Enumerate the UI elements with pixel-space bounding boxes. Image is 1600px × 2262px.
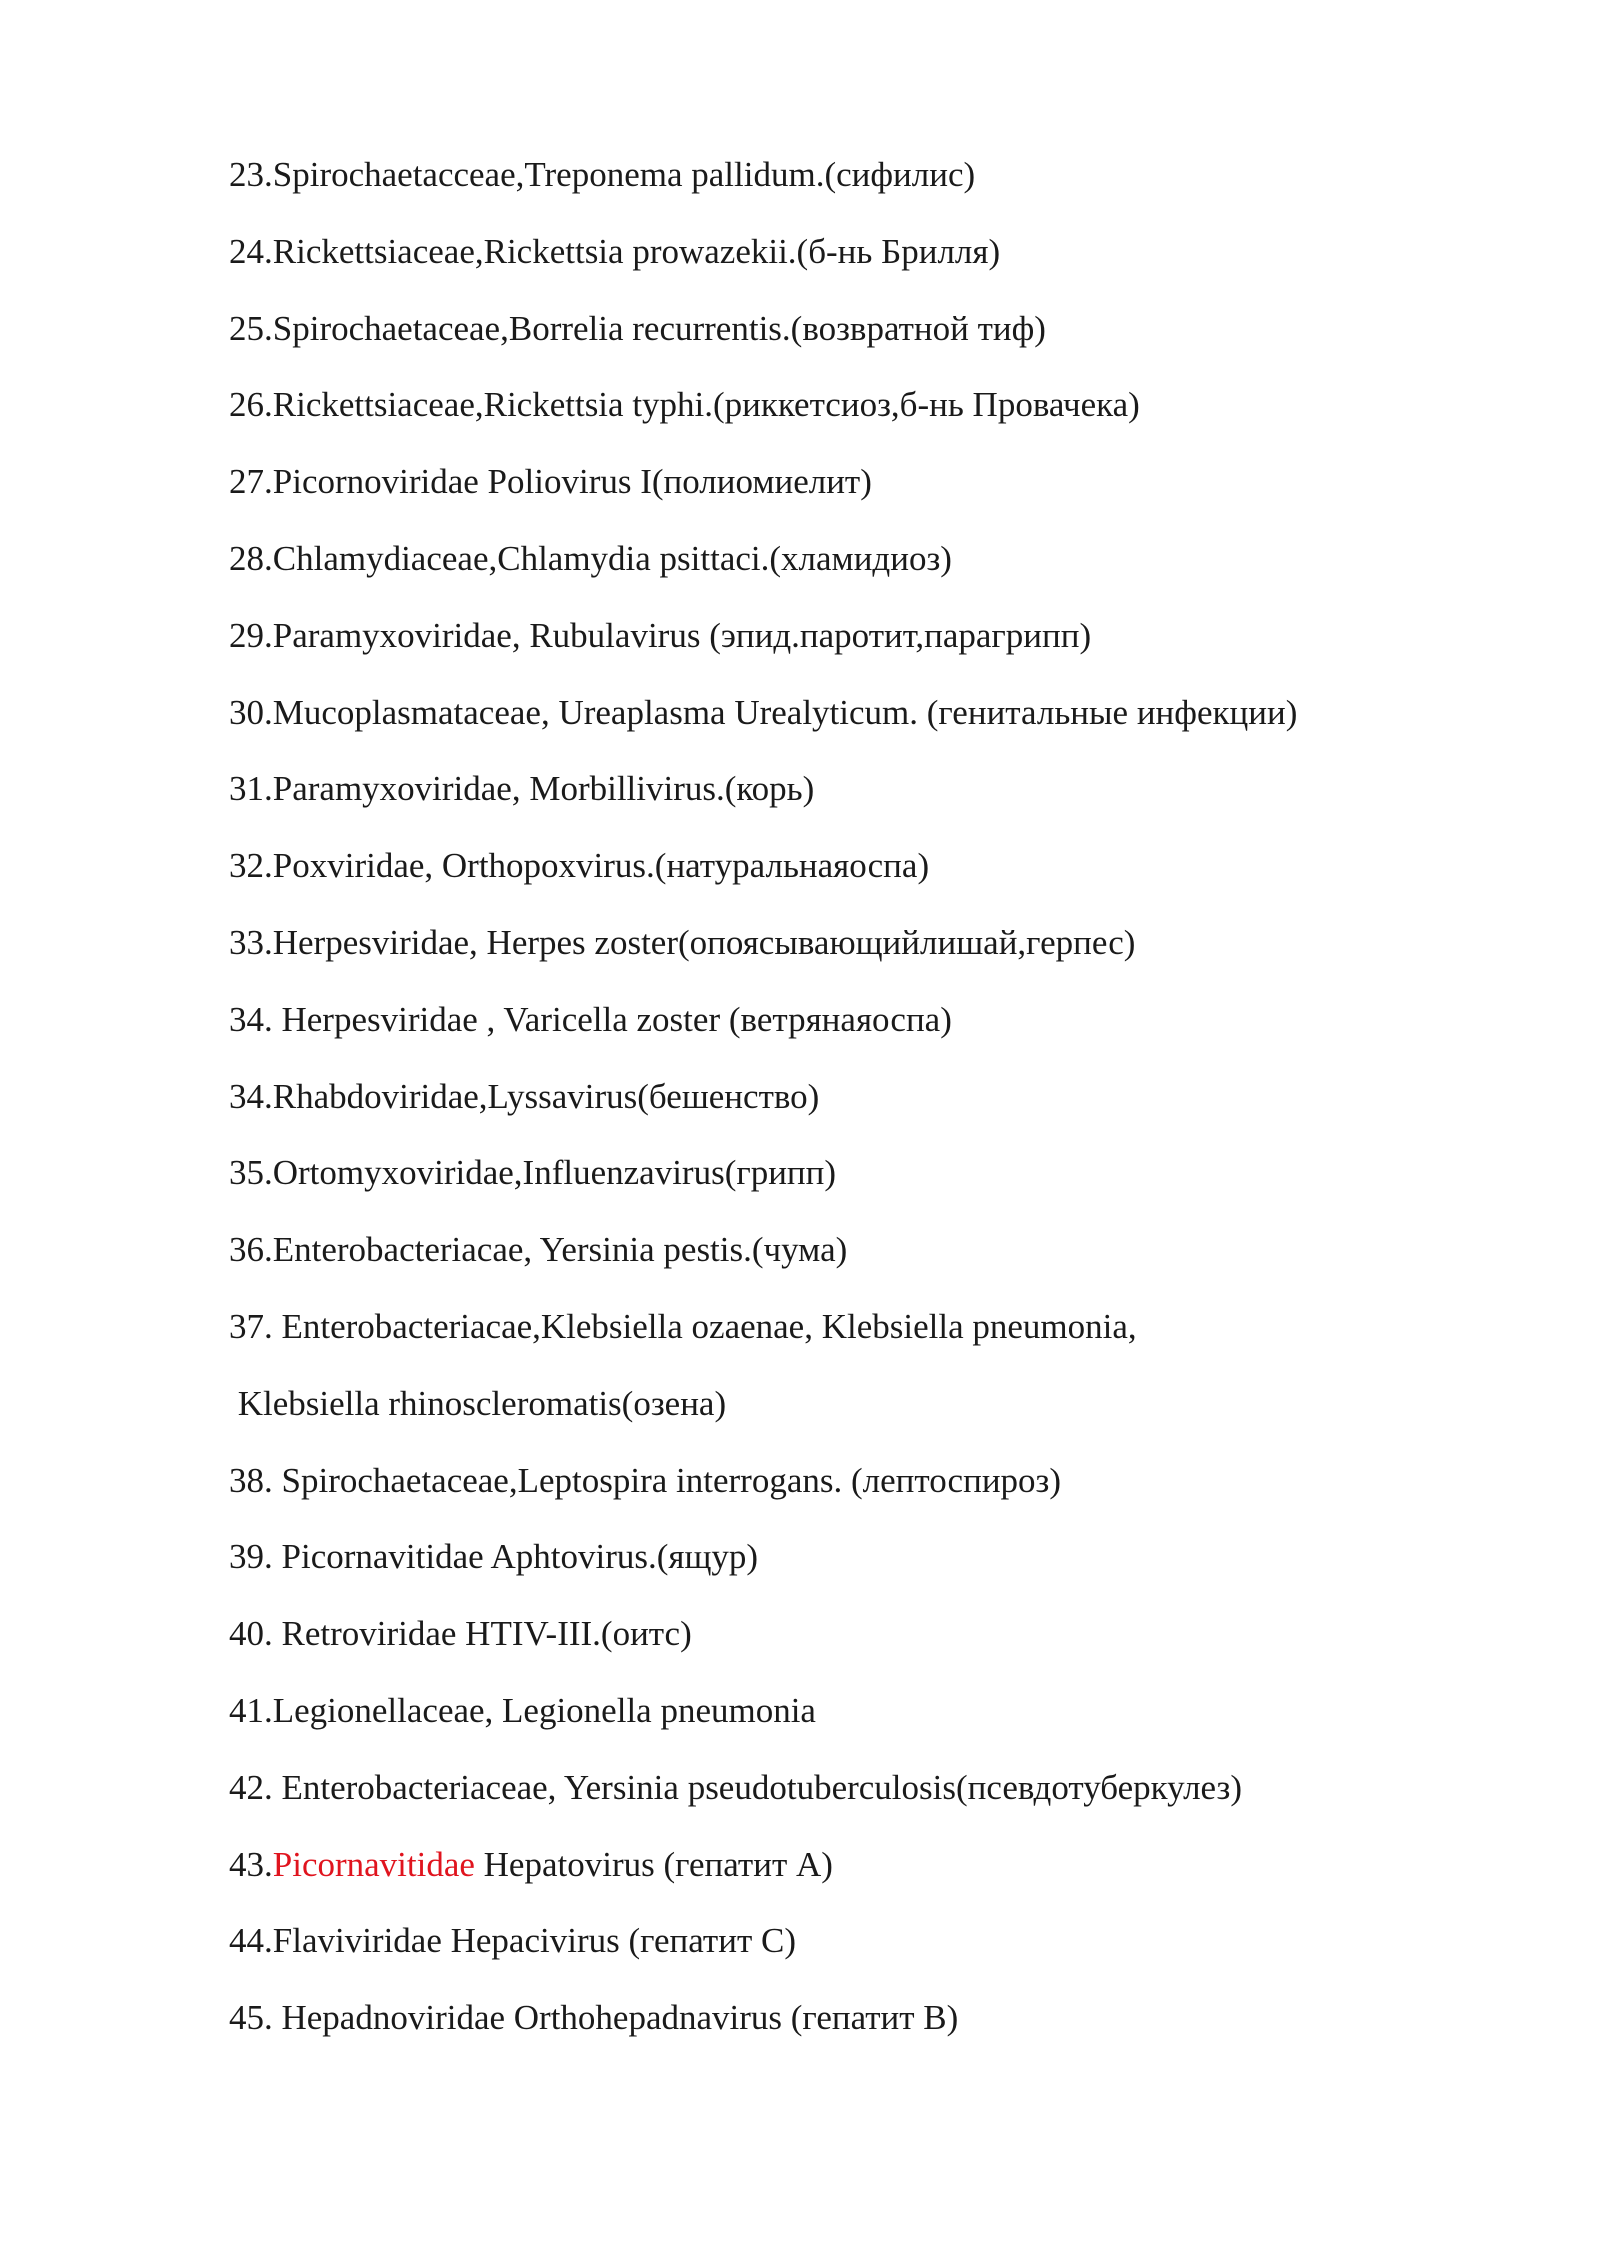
list-item: 33.Herpesviridae, Herpes zoster(опоясывающийлишай,герпес) [229, 922, 1136, 962]
item-number: 43. [229, 1844, 273, 1884]
list-item-43 [229, 1836, 1529, 1913]
list-item: 35.Ortomyxoviridae,Influenzavirus(грипп) [229, 1153, 837, 1193]
list-item: 31.Paramyxoviridae, Morbillivirus.(корь) [229, 769, 815, 809]
list-item: 37. Enterobacteriacae,Klebsiella ozaenae, Klebsiella pneumonia, [229, 1306, 1137, 1346]
highlighted-family-name: Picornavitidae [272, 1844, 475, 1884]
taxonomy-list [229, 146, 1529, 2066]
list-item: 29.Paramyxoviridae, Rubulavirus (эпид.паротит,парагрипп) [229, 615, 1092, 655]
list-item: 44.Flaviviridae Hepacivirus (гепатит С) [229, 1921, 796, 1961]
list-item: 32.Poxviridae, Orthopoxvirus.(натуральнаяоспа) [229, 846, 930, 886]
list-item: 42. Enterobacteriaceae, Yersinia pseudotuberculosis(псевдотуберкулез) [229, 1767, 1243, 1807]
list-item: 24.Rickettsiaceae,Rickettsia prowazekii.(б-нь Брилля) [229, 231, 1001, 271]
list-item: 34. Herpesviridae , Varicella zoster (ветрянаяоспа) [229, 999, 952, 1039]
list-item: 25.Spirochaetaceae,Borrelia recurrentis.(возвратной тиф) [229, 308, 1046, 348]
list-item: 23.Spirochaetacceae,Treponema pallidum.(сифилис) [229, 155, 976, 194]
list-item: 38. Spirochaetaceae,Leptospira interrogans. (лептоспироз) [229, 1460, 1062, 1500]
list-item: 30.Mucoplasmataceae, Ureaplasma Urealyticum. (генитальные инфекции) [229, 692, 1298, 732]
list-item: 40. Retroviridae HTIV-III.(оитс) [229, 1614, 692, 1654]
list-item-continuation: Klebsiella rhinoscleromatis(озена) [229, 1383, 727, 1423]
list-item: 27.Picornoviridae Poliovirus I(полиомиелит) [229, 462, 872, 502]
item-rest: Hepatovirus (гепатит А) [474, 1844, 833, 1884]
list-item: 36.Enterobacteriacae, Yersinia pestis.(чума) [229, 1230, 848, 1270]
list-item: 26.Rickettsiaceae,Rickettsia typhi.(риккетсиоз,б-нь Провачека) [229, 385, 1140, 425]
list-item: 45. Hepadnoviridae Orthohepadnavirus (гепатит В) [229, 1998, 959, 2038]
list-item: 41.Legionellaceae, Legionella pneumonia [229, 1690, 816, 1730]
list-item: 28.Chlamydiaceae,Chlamydia psittaci.(хламидиоз) [229, 538, 952, 578]
list-item: 34.Rhabdoviridae,Lyssavirus(бешенство) [229, 1076, 820, 1116]
list-item: 39. Picornavitidae Aphtovirus.(ящур) [229, 1537, 759, 1577]
